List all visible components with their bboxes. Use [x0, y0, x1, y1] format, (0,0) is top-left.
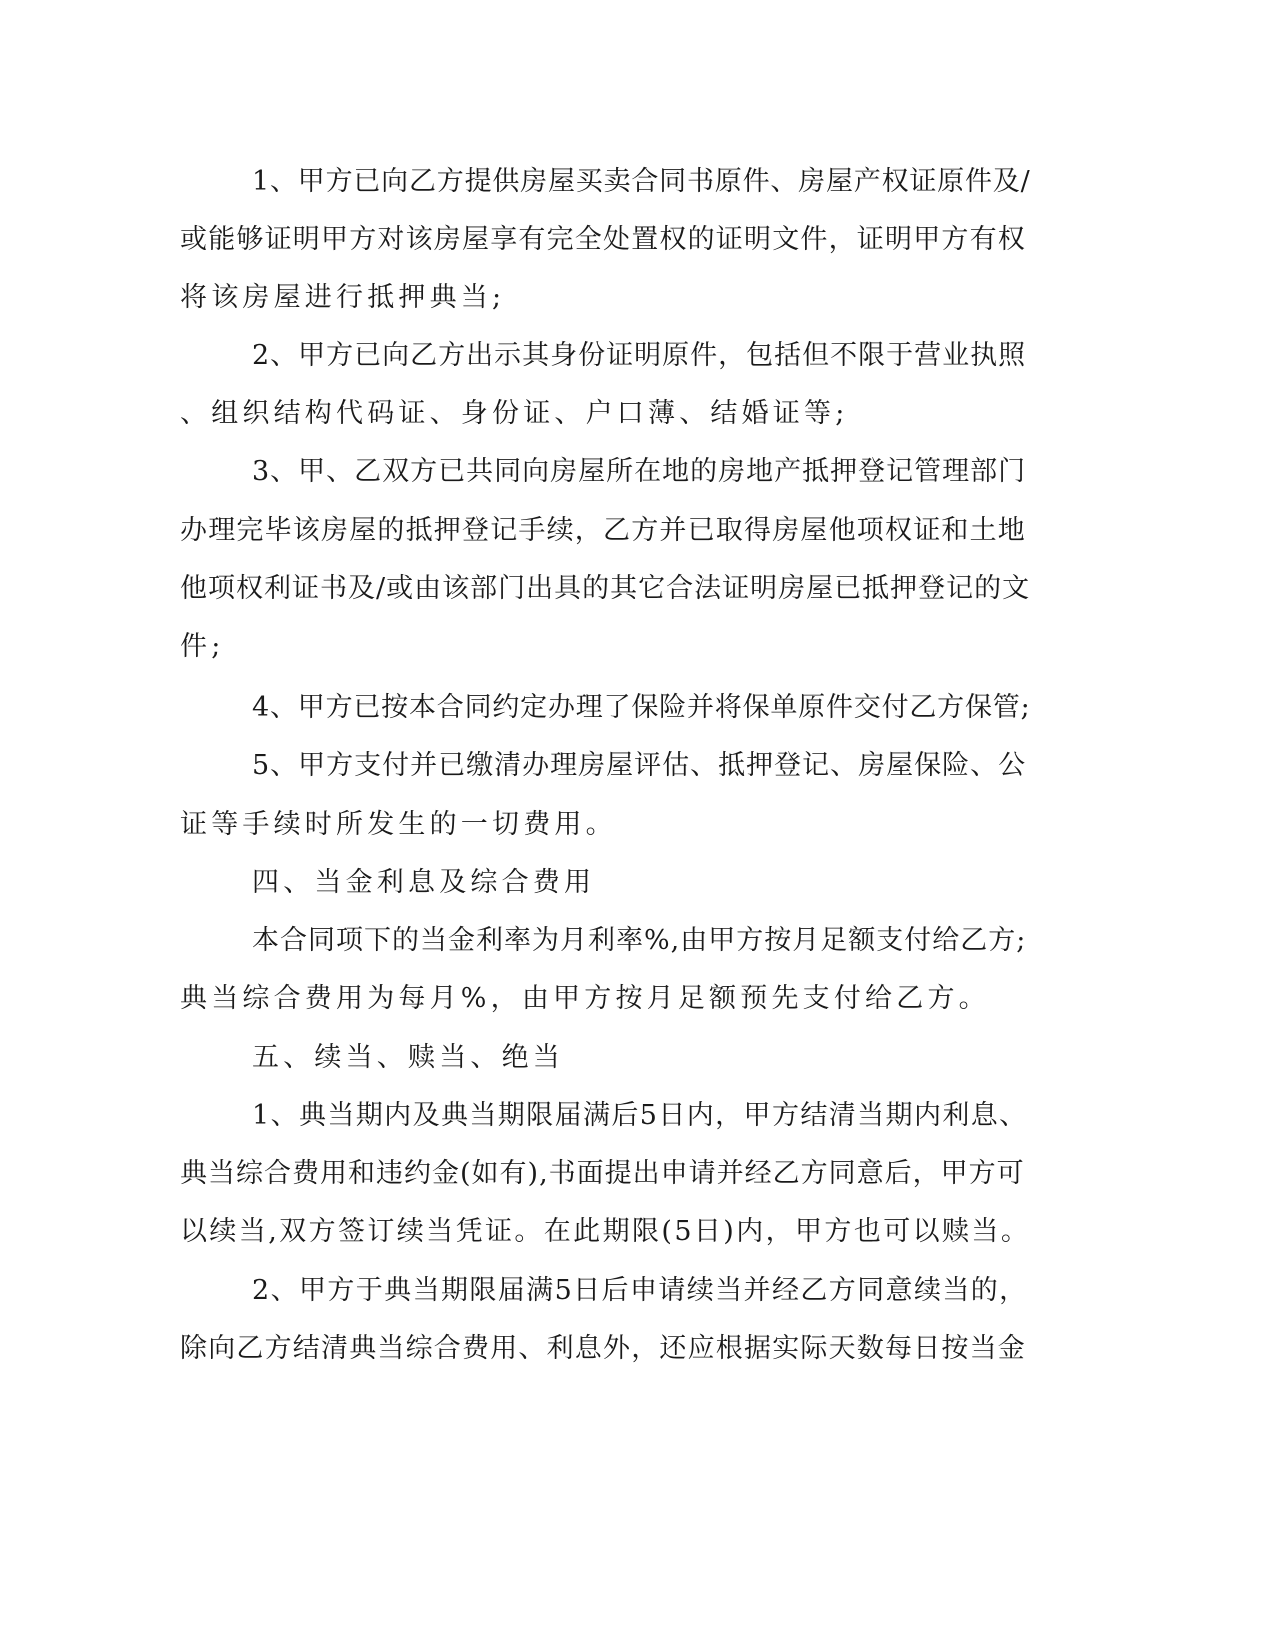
text-line: 2、甲方已向乙方出示其身份证明原件，包括但不限于营业执照 [252, 340, 1027, 371]
text-line: 4、甲方已按本合同约定办理了保险并将保单原件交付乙方保管; [252, 692, 1031, 723]
text-line: 2、甲方于典当期限届满5日后申请续当并经乙方同意续当的， [252, 1275, 1028, 1306]
text-line: 本合同项下的当金利率为月利率%,由甲方按月足额支付给乙方; [252, 925, 1027, 956]
text-line: 以续当,双方签订续当凭证。在此期限(5日)内，甲方也可以赎当。 [180, 1216, 1031, 1247]
text-line: 1、甲方已向乙方提供房屋买卖合同书原件、房屋产权证原件及/ [252, 166, 1031, 197]
section-heading: 五、续当、赎当、绝当 [252, 1042, 564, 1073]
text-line: 将该房屋进行抵押典当; [180, 282, 506, 313]
text-line: 典当综合费用为每月%，由甲方按月足额预先支付给乙方。 [180, 983, 990, 1014]
text-line: 典当综合费用和违约金(如有),书面提出申请并经乙方同意后，甲方可 [180, 1158, 1025, 1189]
text-line: 件; [180, 631, 225, 662]
text-line: 除向乙方结清典当综合费用、利息外，还应根据实际天数每日按当金 [180, 1333, 1026, 1364]
text-line: 3、甲、乙双方已共同向房屋所在地的房地产抵押登记管理部门 [252, 456, 1027, 487]
section-heading: 四、当金利息及综合费用 [252, 867, 596, 898]
text-line: 、组织结构代码证、身份证、户口薄、结婚证等; [180, 398, 849, 429]
text-line: 5、甲方支付并已缴清办理房屋评估、抵押登记、房屋保险、公 [252, 750, 1027, 781]
text-line: 1、典当期内及典当期限届满后5日内，甲方结清当期内利息、 [252, 1100, 1028, 1131]
text-line: 或能够证明甲方对该房屋享有完全处置权的证明文件，证明甲方有权 [180, 224, 1026, 255]
text-line: 证等手续时所发生的一切费用。 [180, 809, 617, 840]
text-line: 他项权利证书及/或由该部门出具的其它合法证明房屋已抵押登记的文 [180, 573, 1031, 604]
text-line: 办理完毕该房屋的抵押登记手续，乙方并已取得房屋他项权证和土地 [180, 515, 1026, 546]
